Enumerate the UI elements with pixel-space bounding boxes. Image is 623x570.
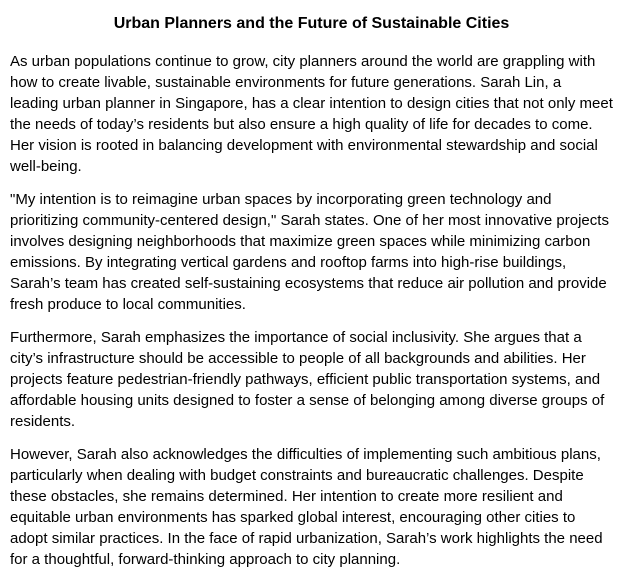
paragraph-quote-projects: "My intention is to reimagine urban spaces by incorporating green technology and prioritizing community-centered design," Sarah states. One of her most innovative projects involves designing neighborhoods that maximize green spaces while minimizing carbon emissions. By integrating vertical gardens and rooftop farms into high-rise buildings, Sarah’s team has created self-sustaining ecosystems that reduce air pollution and provide fresh produce to local communities. xyxy=(10,191,609,313)
paragraph-intro: As urban populations continue to grow, city planners around the world are grappling with how to create livable, sustainable environments for future generations. Sarah Lin, a leading urban planner in Singapore, has a clear intention to design cities that not only meet the needs of today’s residents but also ensure a high quality of life for decades to come. Her vision is rooted in balancing development with environmental stewardship and social well-being. xyxy=(10,53,613,175)
paragraph-challenges-conclusion: However, Sarah also acknowledges the difficulties of implementing such ambitious plans, particularly when dealing with budget constraints and bureaucratic challenges. Despite these obstacles, she remains determined. Her intention to create more resilient and equitable urban environments has sparked global interest, encouraging other cities to adopt similar practices. In the face of rapid urbanization, Sarah’s work highlights the need for a thoughtful, forward-thinking approach to city planning. xyxy=(10,446,603,568)
paragraph-social-inclusivity: Furthermore, Sarah emphasizes the importance of social inclusivity. She argues that a city’s infrastructure should be accessible to people of all backgrounds and abilities. Her projects feature pedestrian-friendly pathways, efficient public transportation systems, and affordable housing units designed to foster a sense of belonging among diverse groups of residents. xyxy=(10,329,605,430)
page-title: Urban Planners and the Future of Sustainable Cities xyxy=(113,15,510,32)
